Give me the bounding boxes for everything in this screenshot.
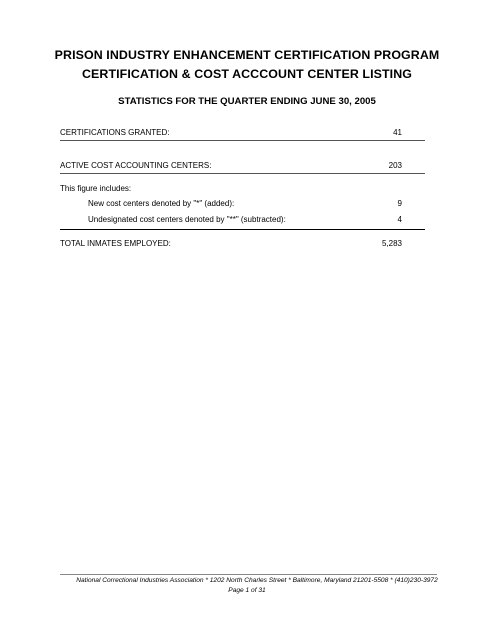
active-centers-label: ACTIVE COST ACCOUNTING CENTERS: xyxy=(60,161,212,170)
active-centers-value: 203 xyxy=(388,161,402,170)
new-centers-value: 9 xyxy=(397,199,402,208)
footer-address: National Correctional Industries Association * 1202 North Charles Street * Baltimore, Maryland 21201-5508 * (410)230-3972 xyxy=(76,577,438,584)
divider xyxy=(60,140,425,141)
undesignated-value: 4 xyxy=(397,215,402,224)
divider xyxy=(60,173,425,174)
document-title-line1: PRISON INDUSTRY ENHANCEMENT CERTIFICATION PROGRAM xyxy=(54,48,440,62)
inmates-label: TOTAL INMATES EMPLOYED: xyxy=(60,239,171,248)
includes-label: This figure includes: xyxy=(60,184,132,193)
document-subtitle: STATISTICS FOR THE QUARTER ENDING JUNE 30, 2005 xyxy=(118,96,376,107)
certifications-label: CERTIFICATIONS GRANTED: xyxy=(60,128,170,137)
page-number: Page 1 of 31 xyxy=(228,587,266,594)
undesignated-label: Undesignated cost centers denoted by "**" (subtracted): xyxy=(88,215,286,224)
footer-divider xyxy=(60,574,437,575)
new-centers-label: New cost centers denoted by "*" (added): xyxy=(88,199,235,208)
inmates-value: 5,283 xyxy=(381,239,402,248)
document-title-line2: CERTIFICATION & COST ACCCOUNT CENTER LISTING xyxy=(82,67,412,81)
certifications-value: 41 xyxy=(393,128,402,137)
divider xyxy=(60,229,425,230)
